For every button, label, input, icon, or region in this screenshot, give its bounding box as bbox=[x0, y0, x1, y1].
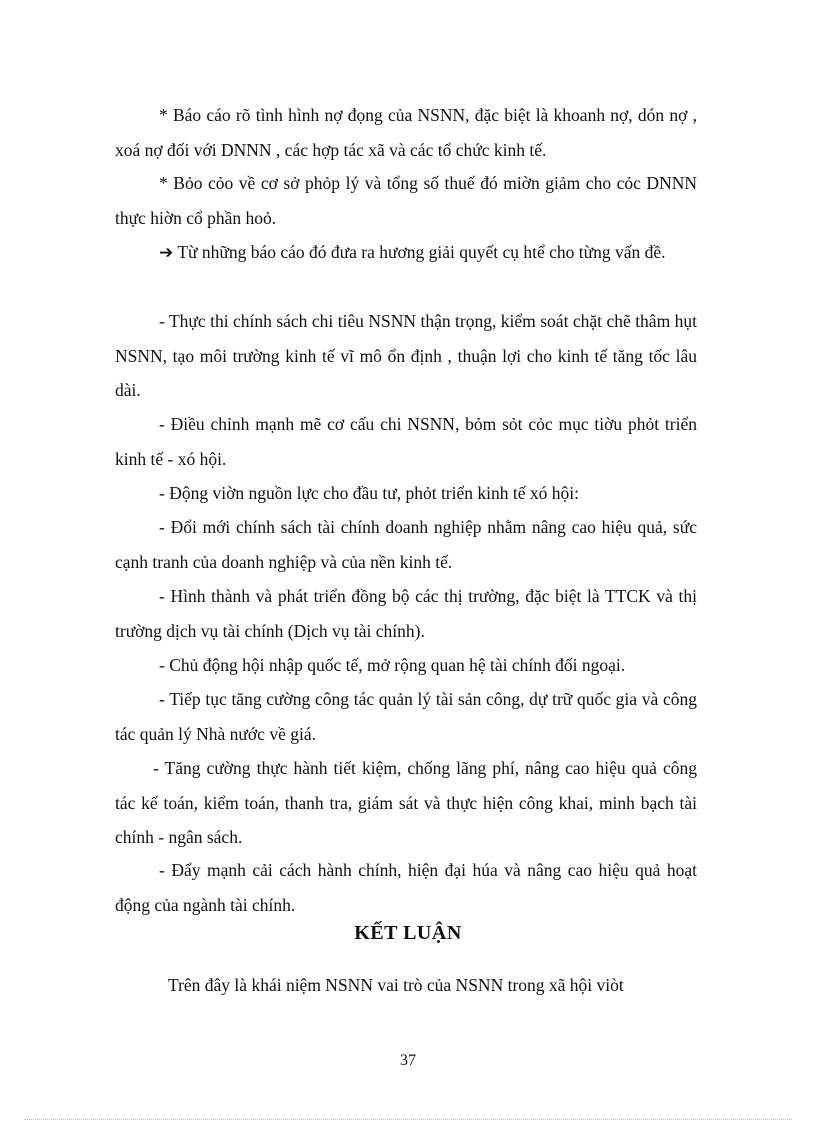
page-bottom-border bbox=[24, 1119, 792, 1120]
paragraph-spending-structure: - Điều chỉnh mạnh mẽ cơ cấu chi NSNN, bỏm sỏt cỏc mục tiờu phỏt triển kinh tế - xó hội. bbox=[115, 414, 697, 469]
conclusion-text: Trên đây là khái niệm NSNN vai trò của NSNN trong xã hội viòt bbox=[168, 975, 624, 995]
paragraph-public-assets: - Tiếp tục tăng cường công tác quản lý tài sản công, dự trữ quốc gia và công tác quản lý Nhà nước về giá. bbox=[115, 689, 697, 744]
paragraph-international-integration: - Chủ động hội nhập quốc tế, mở rộng quan hệ tài chính đối ngoại. bbox=[159, 655, 626, 675]
paragraph-market-development: - Hình thành và phát triển đồng bộ các thị trường, đặc biệt là TTCK và thị trường dịch vụ tài chính (Dịch vụ tài chính). bbox=[115, 586, 697, 641]
paragraph-conclusion-arrow bbox=[115, 235, 697, 271]
paragraph-enterprise-finance: - Đổi mới chính sách tài chính doanh nghiệp nhằm nâng cao hiệu quả, sức cạnh tranh của doanh nghiệp và của nền kinh tế. bbox=[115, 517, 697, 572]
paragraph-administrative-reform: - Đẩy mạnh cải cách hành chính, hiện đại húa và nâng cao hiệu quả hoạt động của ngành tài chính. bbox=[115, 860, 697, 915]
section-heading: KẾT LUẬN bbox=[354, 922, 462, 944]
arrow-paragraph-text: Từ những báo cáo đó đưa ra hương giải quyết cụ htể cho từng vấn đề. bbox=[177, 242, 666, 262]
paragraph-report-debt: * Báo cáo rõ tình hình nợ đọng của NSNN, đặc biệt là khoanh nợ, dón nợ , xoá nợ đối với DNNN , các hợp tác xã và các tổ chức kinh tế. bbox=[115, 105, 697, 160]
arrow-right-icon: ➔ bbox=[159, 243, 174, 263]
page-number: 37 bbox=[400, 1052, 416, 1069]
paragraph-report-tax-exemption: * Bỏo cỏo về cơ sở phỏp lý và tổng số thuế đó miờn giảm cho cỏc DNNN thực hiờn cổ phần hoỏ. bbox=[115, 173, 697, 228]
paragraph-thrift-transparency: - Tăng cường thực hành tiết kiệm, chống lãng phí, nâng cao hiệu quả công tác kế toán, kiểm toán, thanh tra, giám sát và thực hiện công khai, minh bạch tài chính - ngân sách. bbox=[115, 758, 697, 847]
paragraph-spending-policy: - Thực thi chính sách chi tiêu NSNN thận trọng, kiểm soát chặt chẽ thâm hụt NSNN, tạo môi trường kinh tế vĩ mô ổn định , thuận lợi cho kinh tế tăng tốc lâu dài. bbox=[115, 311, 697, 400]
paragraph-mobilize-resources: - Động viờn nguồn lực cho đầu tư, phỏt triển kinh tế xó hội: bbox=[159, 483, 579, 503]
